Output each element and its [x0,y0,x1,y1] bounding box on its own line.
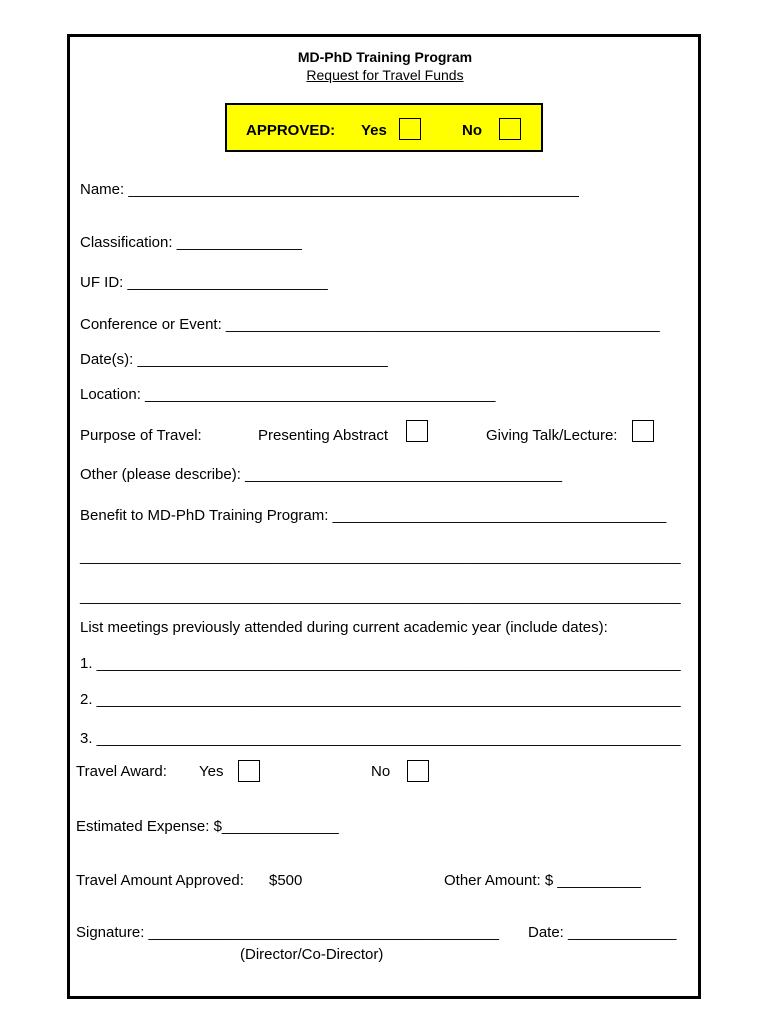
meeting-line-3[interactable]: 3. ______________________________________________________________________ [80,730,681,747]
travel-award-yes-checkbox[interactable] [238,760,260,782]
classification-field[interactable]: Classification: _______________ [80,234,302,251]
travel-award-yes-label: Yes [199,763,224,780]
approved-no-label: No [462,122,482,139]
dates-field[interactable]: Date(s): ______________________________ [80,351,388,368]
signature-caption: (Director/Co-Director) [240,946,384,963]
other-field[interactable]: Other (please describe): ______________________________________ [80,466,563,483]
location-field[interactable]: Location: __________________________________________ [80,386,496,403]
meeting-line-1[interactable]: 1. ______________________________________________________________________ [80,655,681,672]
giving-talk-checkbox[interactable] [632,420,654,442]
approval-box [225,103,543,152]
signature-date-field[interactable]: Date: _____________ [528,924,677,941]
approved-no-checkbox[interactable] [499,118,521,140]
approved-yes-checkbox[interactable] [399,118,421,140]
estimated-expense-field[interactable]: Estimated Expense: $______________ [76,818,339,835]
signature-field[interactable]: Signature: __________________________________________ [76,924,499,941]
meetings-heading: List meetings previously attended during current academic year (include dates): [80,619,608,636]
form-title: MD-PhD Training Program [297,49,473,65]
form-subtitle: Request for Travel Funds [306,67,464,83]
uf-id-field[interactable]: UF ID: ________________________ [80,274,328,291]
travel-award-no-checkbox[interactable] [407,760,429,782]
name-field[interactable]: Name: ______________________________________________________ [80,181,579,198]
conference-field[interactable]: Conference or Event: ____________________________________________________ [80,316,660,333]
presenting-abstract-label: Presenting Abstract [258,427,389,444]
giving-talk-label: Giving Talk/Lecture: [486,427,618,444]
amount-approved-label: Travel Amount Approved: [76,872,244,889]
benefit-field[interactable]: Benefit to MD-PhD Training Program: ________________________________________ [80,507,667,524]
purpose-label: Purpose of Travel: [80,427,202,444]
approved-label: APPROVED: [246,122,336,139]
amount-approved-value: $500 [269,872,303,889]
benefit-line-2[interactable]: ________________________________________________________________________ [80,548,681,565]
travel-award-no-label: No [371,763,391,780]
other-amount-field[interactable]: Other Amount: $ __________ [444,872,641,889]
travel-award-label: Travel Award: [76,763,167,780]
meeting-line-2[interactable]: 2. ______________________________________________________________________ [80,691,681,708]
approved-yes-label: Yes [361,122,387,139]
benefit-line-3[interactable]: ________________________________________________________________________ [80,588,681,605]
presenting-abstract-checkbox[interactable] [406,420,428,442]
